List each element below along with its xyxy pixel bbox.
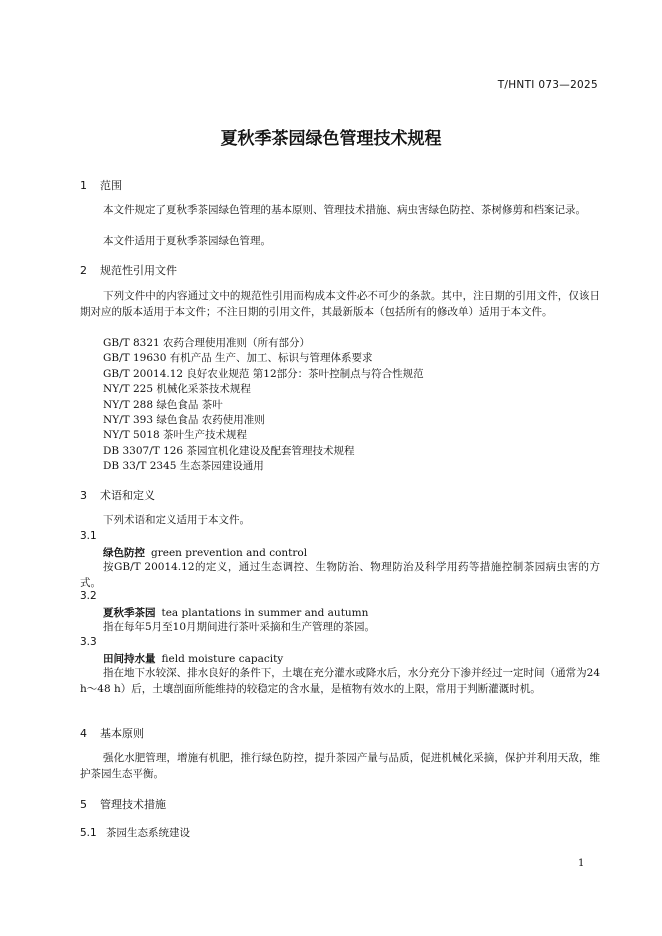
document-title: 夏秋季茶园绿色管理技术规程 bbox=[220, 129, 442, 149]
section-1-paragraph-2: 本文件适用于夏秋季茶园绿色管理。 bbox=[103, 235, 271, 247]
term-3-2-name bbox=[103, 605, 368, 620]
section-title: 基本原则 bbox=[100, 727, 144, 740]
section-number: 4 bbox=[80, 727, 87, 740]
reference-item: GB/T 8321 农药合理使用准则（所有部分） bbox=[103, 337, 311, 349]
reference-item: DB 33/T 2345 生态茶园建设通用 bbox=[103, 460, 264, 472]
term-english: tea plantations in summer and autumn bbox=[161, 607, 369, 619]
section-title: 范围 bbox=[100, 179, 122, 192]
term-3-1-number: 3.1 bbox=[80, 530, 97, 542]
term-english: green prevention and control bbox=[151, 547, 308, 559]
term-3-3-name bbox=[103, 651, 283, 666]
section-number: 1 bbox=[80, 179, 87, 192]
term-chinese: 夏秋季茶园 bbox=[103, 607, 156, 619]
term-3-1-definition: 按GB/T 20014.12的定义，通过生态调控、生物防治、物理防治及科学用药等措施控制茶园病虫害的方式。 bbox=[80, 561, 600, 589]
section-3-heading bbox=[80, 487, 155, 503]
section-1-paragraph-1: 本文件规定了夏秋季茶园绿色管理的基本原则、管理技术措施、病虫害绿色防控、茶树修剪和档案记录。 bbox=[103, 204, 586, 216]
section-title: 管理技术措施 bbox=[100, 798, 166, 811]
term-english: field moisture capacity bbox=[161, 653, 284, 665]
section-number: 3 bbox=[80, 489, 87, 502]
section-3-paragraph-1: 下列术语和定义适用于本文件。 bbox=[103, 514, 250, 526]
section-title: 术语和定义 bbox=[100, 489, 155, 502]
section-number: 5 bbox=[80, 798, 87, 811]
term-3-3-definition: 指在地下水较深、排水良好的条件下，土壤在充分灌水或降水后，水分充分下渗并经过一定时间（通常为24 h～48 h）后，土壤剖面所能维持的较稳定的含水量，是植物有效水的上限，常用于判断灌溉时机。 bbox=[80, 667, 600, 695]
subsection-number: 5.1 bbox=[80, 827, 97, 839]
reference-item: NY/T 393 绿色食品 农药使用准则 bbox=[103, 414, 265, 426]
section-4-paragraph-1: 强化水肥管理，增施有机肥，推行绿色防控，提升茶园产量与品质，促进机械化采摘，保护并利用天敌，维护茶园生态平衡。 bbox=[80, 752, 600, 780]
section-title: 规范性引用文件 bbox=[100, 264, 177, 277]
section-number: 2 bbox=[80, 264, 87, 277]
term-3-1-name bbox=[103, 545, 307, 560]
section-1-heading bbox=[80, 177, 122, 193]
section-5-heading bbox=[80, 796, 166, 812]
reference-item: NY/T 288 绿色食品 茶叶 bbox=[103, 399, 223, 411]
term-chinese: 绿色防控 bbox=[103, 547, 145, 559]
section-4-heading bbox=[80, 725, 144, 741]
reference-item: DB 3307/T 126 茶园宜机化建设及配套管理技术规程 bbox=[103, 445, 355, 457]
term-3-2-number: 3.2 bbox=[80, 590, 97, 602]
section-2-heading bbox=[80, 262, 177, 278]
term-chinese: 田间持水量 bbox=[103, 653, 156, 665]
section-2-paragraph-1: 下列文件中的内容通过文中的规范性引用而构成本文件必不可少的条款。其中，注日期的引用文件，仅该日期对应的版本适用于本文件；不注日期的引用文件，其最新版本（包括所有的修改单）适用于本文件。 bbox=[80, 290, 600, 318]
term-3-2-definition: 指在每年5月至10月期间进行茶叶采摘和生产管理的茶园。 bbox=[103, 621, 376, 633]
term-3-3-number: 3.3 bbox=[80, 636, 97, 648]
document-code: T/HNTI 073—2025 bbox=[497, 79, 598, 91]
reference-item: GB/T 20014.12 良好农业规范 第12部分：茶叶控制点与符合性规范 bbox=[103, 368, 424, 380]
subsection-5-1-heading bbox=[80, 825, 190, 840]
reference-item: GB/T 19630 有机产品 生产、加工、标识与管理体系要求 bbox=[103, 352, 373, 364]
page-number: 1 bbox=[578, 858, 585, 869]
reference-item: NY/T 5018 茶叶生产技术规程 bbox=[103, 429, 248, 441]
subsection-title: 茶园生态系统建设 bbox=[106, 827, 190, 839]
reference-item: NY/T 225 机械化采茶技术规程 bbox=[103, 383, 251, 395]
